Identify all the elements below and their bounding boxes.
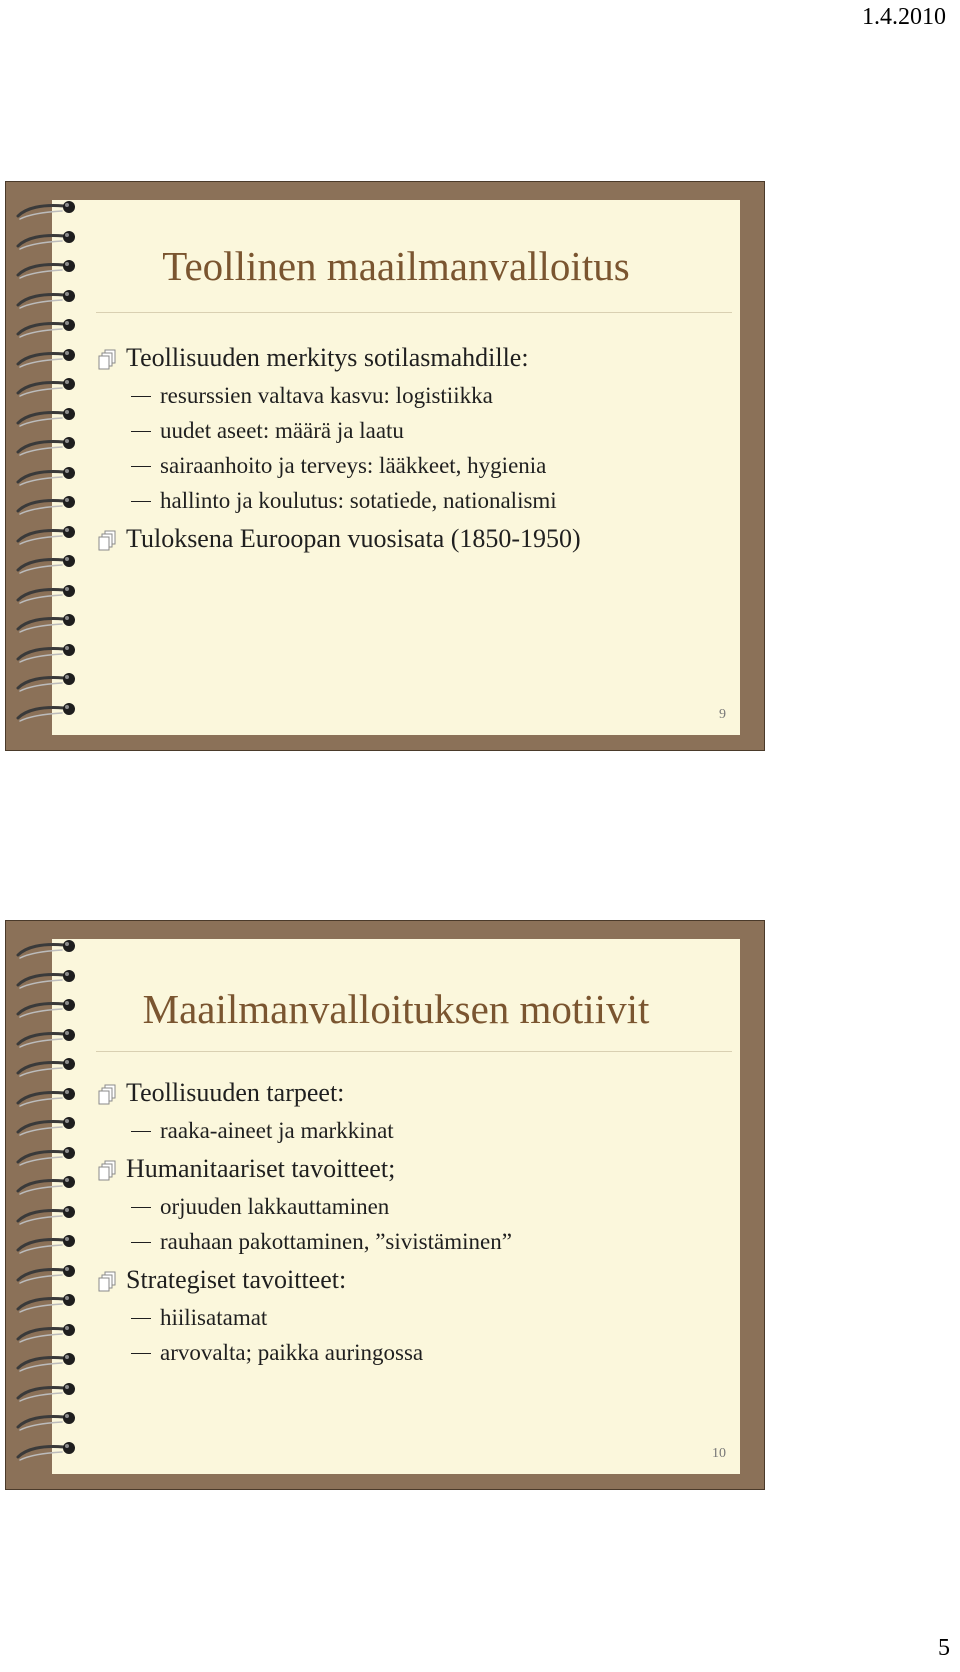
spiral-ring-icon: [12, 580, 90, 608]
spiral-ring-icon: [12, 1112, 90, 1140]
bullet-item: [96, 340, 730, 376]
spiral-ring-icon: [12, 965, 90, 993]
sub-item: [96, 416, 730, 446]
spiral-ring-icon: [12, 1024, 90, 1052]
slide-number: 10: [712, 1446, 726, 1461]
spiral-ring-icon: [12, 935, 90, 963]
header-date: 1.4.2010: [862, 4, 946, 30]
document-stack-icon: [96, 1159, 120, 1183]
sub-text: rauhaan pakottaminen, ”sivistäminen”: [160, 1229, 512, 1254]
sub-text: sairaanhoito ja terveys: lääkkeet, hygienia: [160, 453, 547, 478]
sub-item: [96, 1338, 730, 1368]
sub-item: [96, 486, 730, 516]
sub-text: uudet aseet: määrä ja laatu: [160, 418, 404, 443]
bullet-text: Strategiset tavoitteet:: [126, 1265, 347, 1294]
sub-item: [96, 1192, 730, 1222]
spiral-ring-icon: [12, 994, 90, 1022]
slide-number: 9: [719, 707, 726, 722]
spiral-ring-icon: [12, 639, 90, 667]
page-number: 5: [938, 1635, 950, 1661]
sub-text: hallinto ja koulutus: sotatiede, nationalismi: [160, 488, 557, 513]
slide-content: [96, 340, 730, 557]
dash-marker: [131, 1131, 151, 1132]
spiral-ring-icon: [12, 1348, 90, 1376]
spiral-ring-icon: [12, 226, 90, 254]
spiral-ring-icon: [12, 1378, 90, 1406]
sub-text: raaka-aineet ja markkinat: [160, 1118, 394, 1143]
spiral-ring-icon: [12, 1201, 90, 1229]
title-divider: [96, 1051, 732, 1052]
bullet-text: Tuloksena Euroopan vuosisata (1850-1950): [126, 524, 581, 553]
bullet-item: [96, 521, 730, 557]
document-stack-icon: [96, 348, 120, 372]
dash-marker: [131, 1242, 151, 1243]
spiral-ring-icon: [12, 314, 90, 342]
spiral-ring-icon: [12, 550, 90, 578]
spiral-binding: [6, 182, 96, 750]
sub-item: [96, 381, 730, 411]
spiral-ring-icon: [12, 1171, 90, 1199]
slide-9: [5, 181, 765, 751]
bullet-text: Humanitaariset tavoitteet;: [126, 1154, 396, 1183]
bullet-text: Teollisuuden tarpeet:: [126, 1078, 345, 1107]
dash-marker: [131, 1318, 151, 1319]
slide-title: Teollinen maailmanvalloitus: [162, 243, 630, 289]
spiral-ring-icon: [12, 668, 90, 696]
bullet-item: [96, 1075, 730, 1111]
spiral-ring-icon: [12, 344, 90, 372]
spiral-ring-icon: [12, 491, 90, 519]
dash-marker: [131, 1207, 151, 1208]
slide-paper: [52, 200, 740, 735]
title-divider: [96, 312, 732, 313]
document-stack-icon: [96, 529, 120, 553]
spiral-ring-icon: [12, 1230, 90, 1258]
sub-text: orjuuden lakkauttaminen: [160, 1194, 390, 1219]
spiral-ring-icon: [12, 403, 90, 431]
sub-text: arvovalta; paikka auringossa: [160, 1340, 424, 1365]
bullet-item: [96, 1151, 730, 1187]
bullet-item: [96, 1262, 730, 1298]
dash-marker: [131, 431, 151, 432]
dash-marker: [131, 466, 151, 467]
spiral-ring-icon: [12, 1437, 90, 1465]
document-stack-icon: [96, 1270, 120, 1294]
dash-marker: [131, 1353, 151, 1354]
bullet-text: Teollisuuden merkitys sotilasmahdille:: [126, 343, 529, 372]
spiral-ring-icon: [12, 1053, 90, 1081]
slide-content: [96, 1075, 730, 1373]
spiral-ring-icon: [12, 1289, 90, 1317]
spiral-binding: [6, 921, 96, 1489]
spiral-ring-icon: [12, 1142, 90, 1170]
dash-marker: [131, 396, 151, 397]
spiral-ring-icon: [12, 285, 90, 313]
sub-text: resurssien valtava kasvu: logistiikka: [160, 383, 493, 408]
sub-item: [96, 1227, 730, 1257]
spiral-ring-icon: [12, 698, 90, 726]
dash-marker: [131, 501, 151, 502]
document-stack-icon: [96, 1083, 120, 1107]
spiral-ring-icon: [12, 1319, 90, 1347]
spiral-ring-icon: [12, 462, 90, 490]
spiral-ring-icon: [12, 521, 90, 549]
sub-item: [96, 451, 730, 481]
spiral-ring-icon: [12, 1083, 90, 1111]
spiral-ring-icon: [12, 1407, 90, 1435]
sub-item: [96, 1116, 730, 1146]
spiral-ring-icon: [12, 255, 90, 283]
sub-text: hiilisatamat: [160, 1305, 268, 1330]
spiral-ring-icon: [12, 432, 90, 460]
slide-title: Maailmanvalloituksen motiivit: [142, 986, 650, 1032]
slide-10: [5, 920, 765, 1490]
spiral-ring-icon: [12, 196, 90, 224]
spiral-ring-icon: [12, 373, 90, 401]
spiral-ring-icon: [12, 1260, 90, 1288]
sub-item: [96, 1303, 730, 1333]
slide-paper: [52, 939, 740, 1474]
spiral-ring-icon: [12, 609, 90, 637]
